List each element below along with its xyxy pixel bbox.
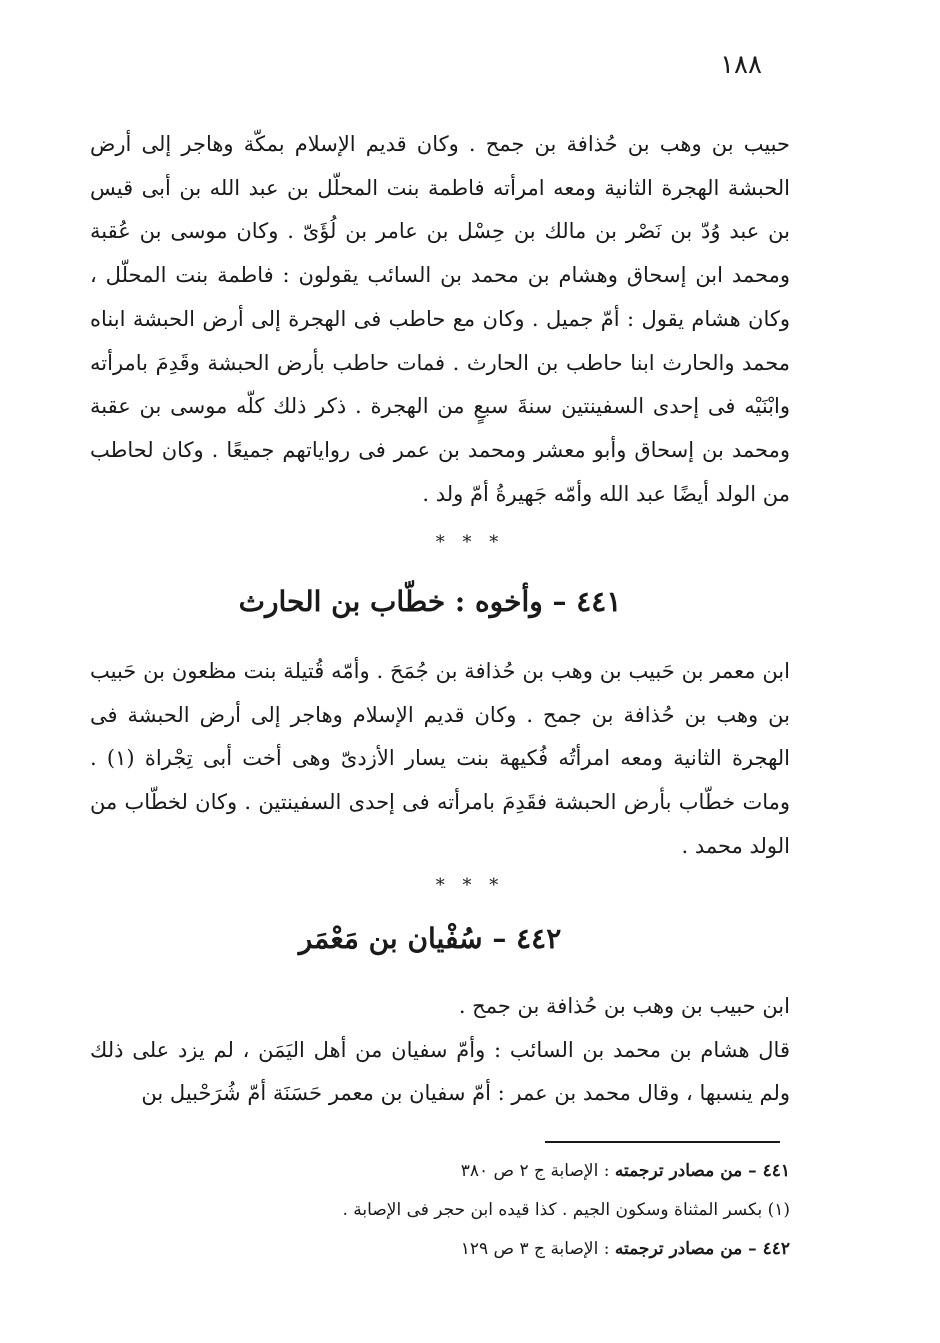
footnote-label: ٤٤١ – من مصادر ترجمته xyxy=(614,1161,790,1181)
footnote-text: : الإصابة ج ٣ ص ١٢٩ xyxy=(460,1239,610,1259)
paragraph: ابن معمر بن حَبيب بن وهب بن حُذافة بن جُمَحَ . وأمّه قُتيلة بنت مظعون بن حَبيب بن وهب بن حُذافة بن جمح . وكان قديم الإسلام وهاجر إلى أرض الحبشة فى الهجرة الثانية ومعه امرأتُه فُكيهة بنت يسار الأزدىّ وهى أخت أبى تِجْراة (١) . ومات خطّاب بأرض الحبشة فقَدِمَ بامرأته فى إحدى السفينتين . وكان لخطّاب من الولد محمد . xyxy=(90,659,790,858)
paragraph: حبيب بن وهب بن حُذافة بن جمح . وكان قديم الإسلام بمكّة وهاجر إلى أرض الحبشة الهجرة الثانية ومعه امرأته فاطمة بنت المحلّل بن عبد الله بن أبى قيس بن عبد وُدّ بن نَصْر بن مالك بن حِسْل بن عامر بن لُؤَىّ . وكان موسى بن عُقبة ومحمد ابن إسحاق وهشام بن محمد بن السائب يقولون : فاطمة بنت المحلّل ، وكان هشام يقول : أمّ جميل . وكان مع حاطب فى الهجرة إلى أرض الحبشة ابناه محمد والحارث ابنا حاطب بن الحارث . فمات حاطب بأرض الحبشة وقَدِمَ بامرأته وابْنَيْه فى إحدى السفينتين سنةَ سبعٍ من الهجرة . ذكر ذلك كلّه موسى بن عقبة ومحمد بن إسحاق وأبو معشر ومحمد بن عمر فى رواياتهم جميعًا . وكان لحاطب من الولد أيضًا عبد الله وأمّه جَهيرةُ أمّ ولد . xyxy=(90,132,790,506)
section-separator: * * * xyxy=(435,532,505,553)
paragraph: قال هشام بن محمد بن السائب : وأمّ سفيان من أهل اليَمَن ، لم يزد على ذلك ولم ينسبها ، وقال محمد بن عمر : أمّ سفيان بن معمر حَسَنَة أمّ شُرَحْبيل بن xyxy=(90,1037,790,1106)
entry-442-text xyxy=(90,985,790,1116)
footnote-441-sources xyxy=(230,1152,790,1191)
entry-441-text xyxy=(90,650,790,869)
footnote-1: (١) بكسر المثناة وسكون الجيم . كذا قيده ابن حجر فى الإصابة . xyxy=(342,1200,790,1220)
footnote-divider xyxy=(545,1141,780,1143)
footnote-text: : الإصابة ج ٢ ص ٣٨٠ xyxy=(460,1161,610,1181)
entry-heading-441: ٤٤١ – وأخوه : خطّاب بن الحارث xyxy=(238,585,622,618)
footnotes xyxy=(230,1152,790,1269)
section-separator: * * * xyxy=(435,875,505,896)
page-number: ١٨٨ xyxy=(720,50,762,80)
previous-entry-text xyxy=(90,123,790,516)
footnote-442-sources xyxy=(230,1230,790,1269)
paragraph: ابن حبيب بن وهب بن حُذافة بن جمح . xyxy=(458,994,790,1018)
entry-heading-442: ٤٤٢ – سُفْيان بن مَعْمَر xyxy=(298,922,562,955)
footnote-label: ٤٤٢ – من مصادر ترجمته xyxy=(614,1239,790,1259)
